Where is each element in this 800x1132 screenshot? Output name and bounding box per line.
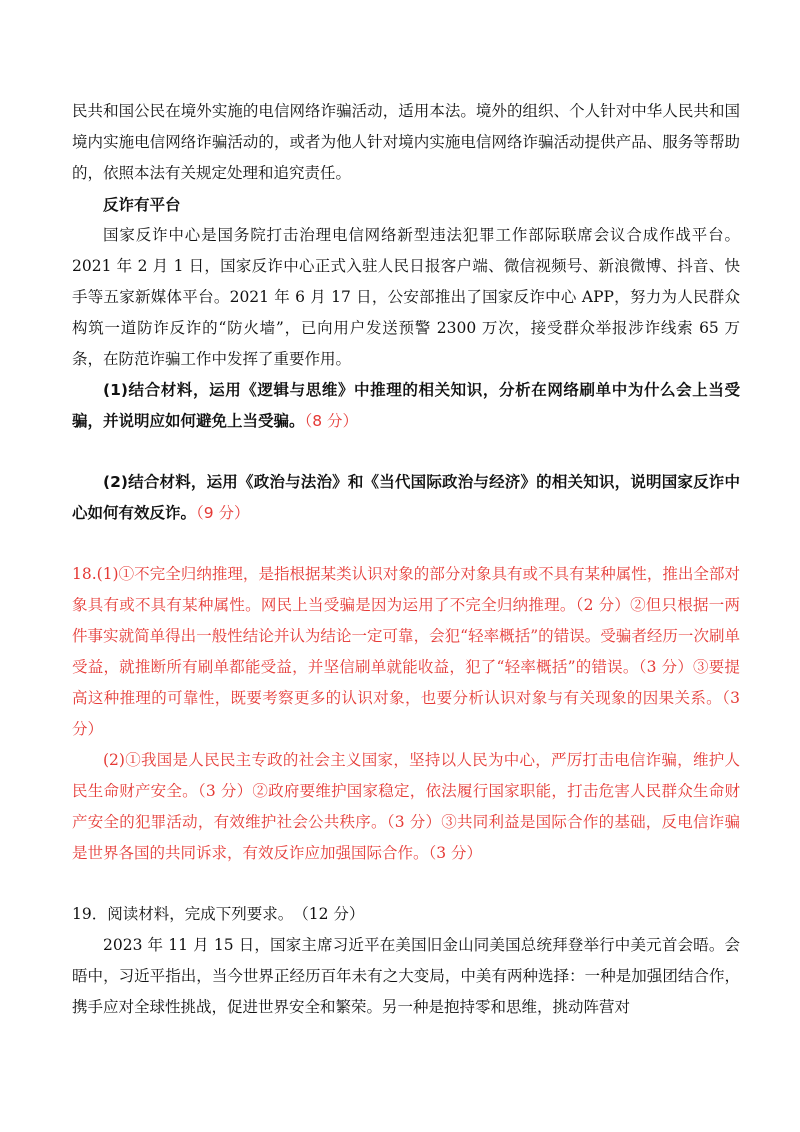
question-1 [72, 375, 740, 437]
question-1-text: (1)结合材料，运用《逻辑与思维》中推理的相关知识，分析在网络刷单中为什么会上当受骗，并说明应如何避免上当受骗。 [72, 381, 740, 430]
question-2-text: (2)结合材料，运用《政治与法治》和《当代国际政治与经济》的相关知识，说明国家反诈中心如何有效反诈。 [72, 473, 740, 522]
passage-platform: 国家反诈中心是国务院打击治理电信网络新型违法犯罪工作部际联席会议合成作战平台。2021 年 2 月 1 日，国家反诈中心正式入驻人民日报客户端、微信视频号、新浪微博、抖音、快手等五家新媒体平台。2021 年 6 月 17 日，公安部推出了国家反诈中心 APP，努力为人民群众构筑一道防诈反诈的“防火墙”，已向用户发送预警 2300 万次，接受群众举报涉诈线索 65 万条，在防范诈骗工作中发挥了重要作用。 [72, 226, 740, 368]
answer-18-part-1: 18.(1)①不完全归纳推理，是指根据某类认识对象的部分对象具有或不具有某种属性，推出全部对象具有或不具有某种属性。网民上当受骗是因为运用了不完全归纳推理。（2 分）②但只根据一两件事实就简单得出一般性结论并认为结论一定可靠，会犯“轻率概括”的错误。受骗者经历一次刷单受益，就推断所有刷单都能受益，并坚信刷单就能收益，犯了“轻率概括”的错误。（3 分）③要提高这种推理的可靠性，既要考察更多的认识对象，也要分析认识对象与有关现象的因果关系。（3 分） [72, 565, 740, 738]
spacer [72, 529, 740, 559]
spacer [72, 437, 740, 467]
question-2 [72, 467, 740, 529]
passage-19: 2023 年 11 月 15 日，国家主席习近平在美国旧金山同美国总统拜登举行中美元首会晤。会晤中，习近平指出，当今世界正经历百年未有之大变局，中美有两种选择：一种是加强团结合作，携手应对全球性挑战，促进世界安全和繁荣。另一种是抱持零和思维，挑动阵营对 [72, 936, 740, 1016]
question-2-score: （9 分） [196, 504, 250, 522]
spacer [72, 869, 740, 899]
question-19-heading: 19．阅读材料，完成下列要求。 （12 分） [72, 905, 365, 923]
answer-18-part-2: (2)①我国是人民民主专政的社会主义国家，坚持以人民为中心，严厉打击电信诈骗，维护人民生命财产安全。（3 分）②政府要维护国家稳定，依法履行国家职能，打击危害人民群众生命财产安全的犯罪活动，有效维护社会公共秩序。（3 分）③共同利益是国际合作的基础，反电信诈骗是世界各国的共同诉求，有效反诈应加强国际合作。（3 分） [72, 751, 740, 862]
section-heading: 反诈有平台 [103, 195, 181, 214]
passage-intro: 民共和国公民在境外实施的电信网络诈骗活动，适用本法。境外的组织、个人针对中华人民共和国境内实施电信网络诈骗活动的，或者为他人针对境内实施电信网络诈骗活动提供产品、服务等帮助的，依照本法有关规定处理和追究责任。 [72, 102, 740, 182]
question-1-score: （8 分） [304, 412, 359, 430]
document-page [72, 96, 740, 1023]
